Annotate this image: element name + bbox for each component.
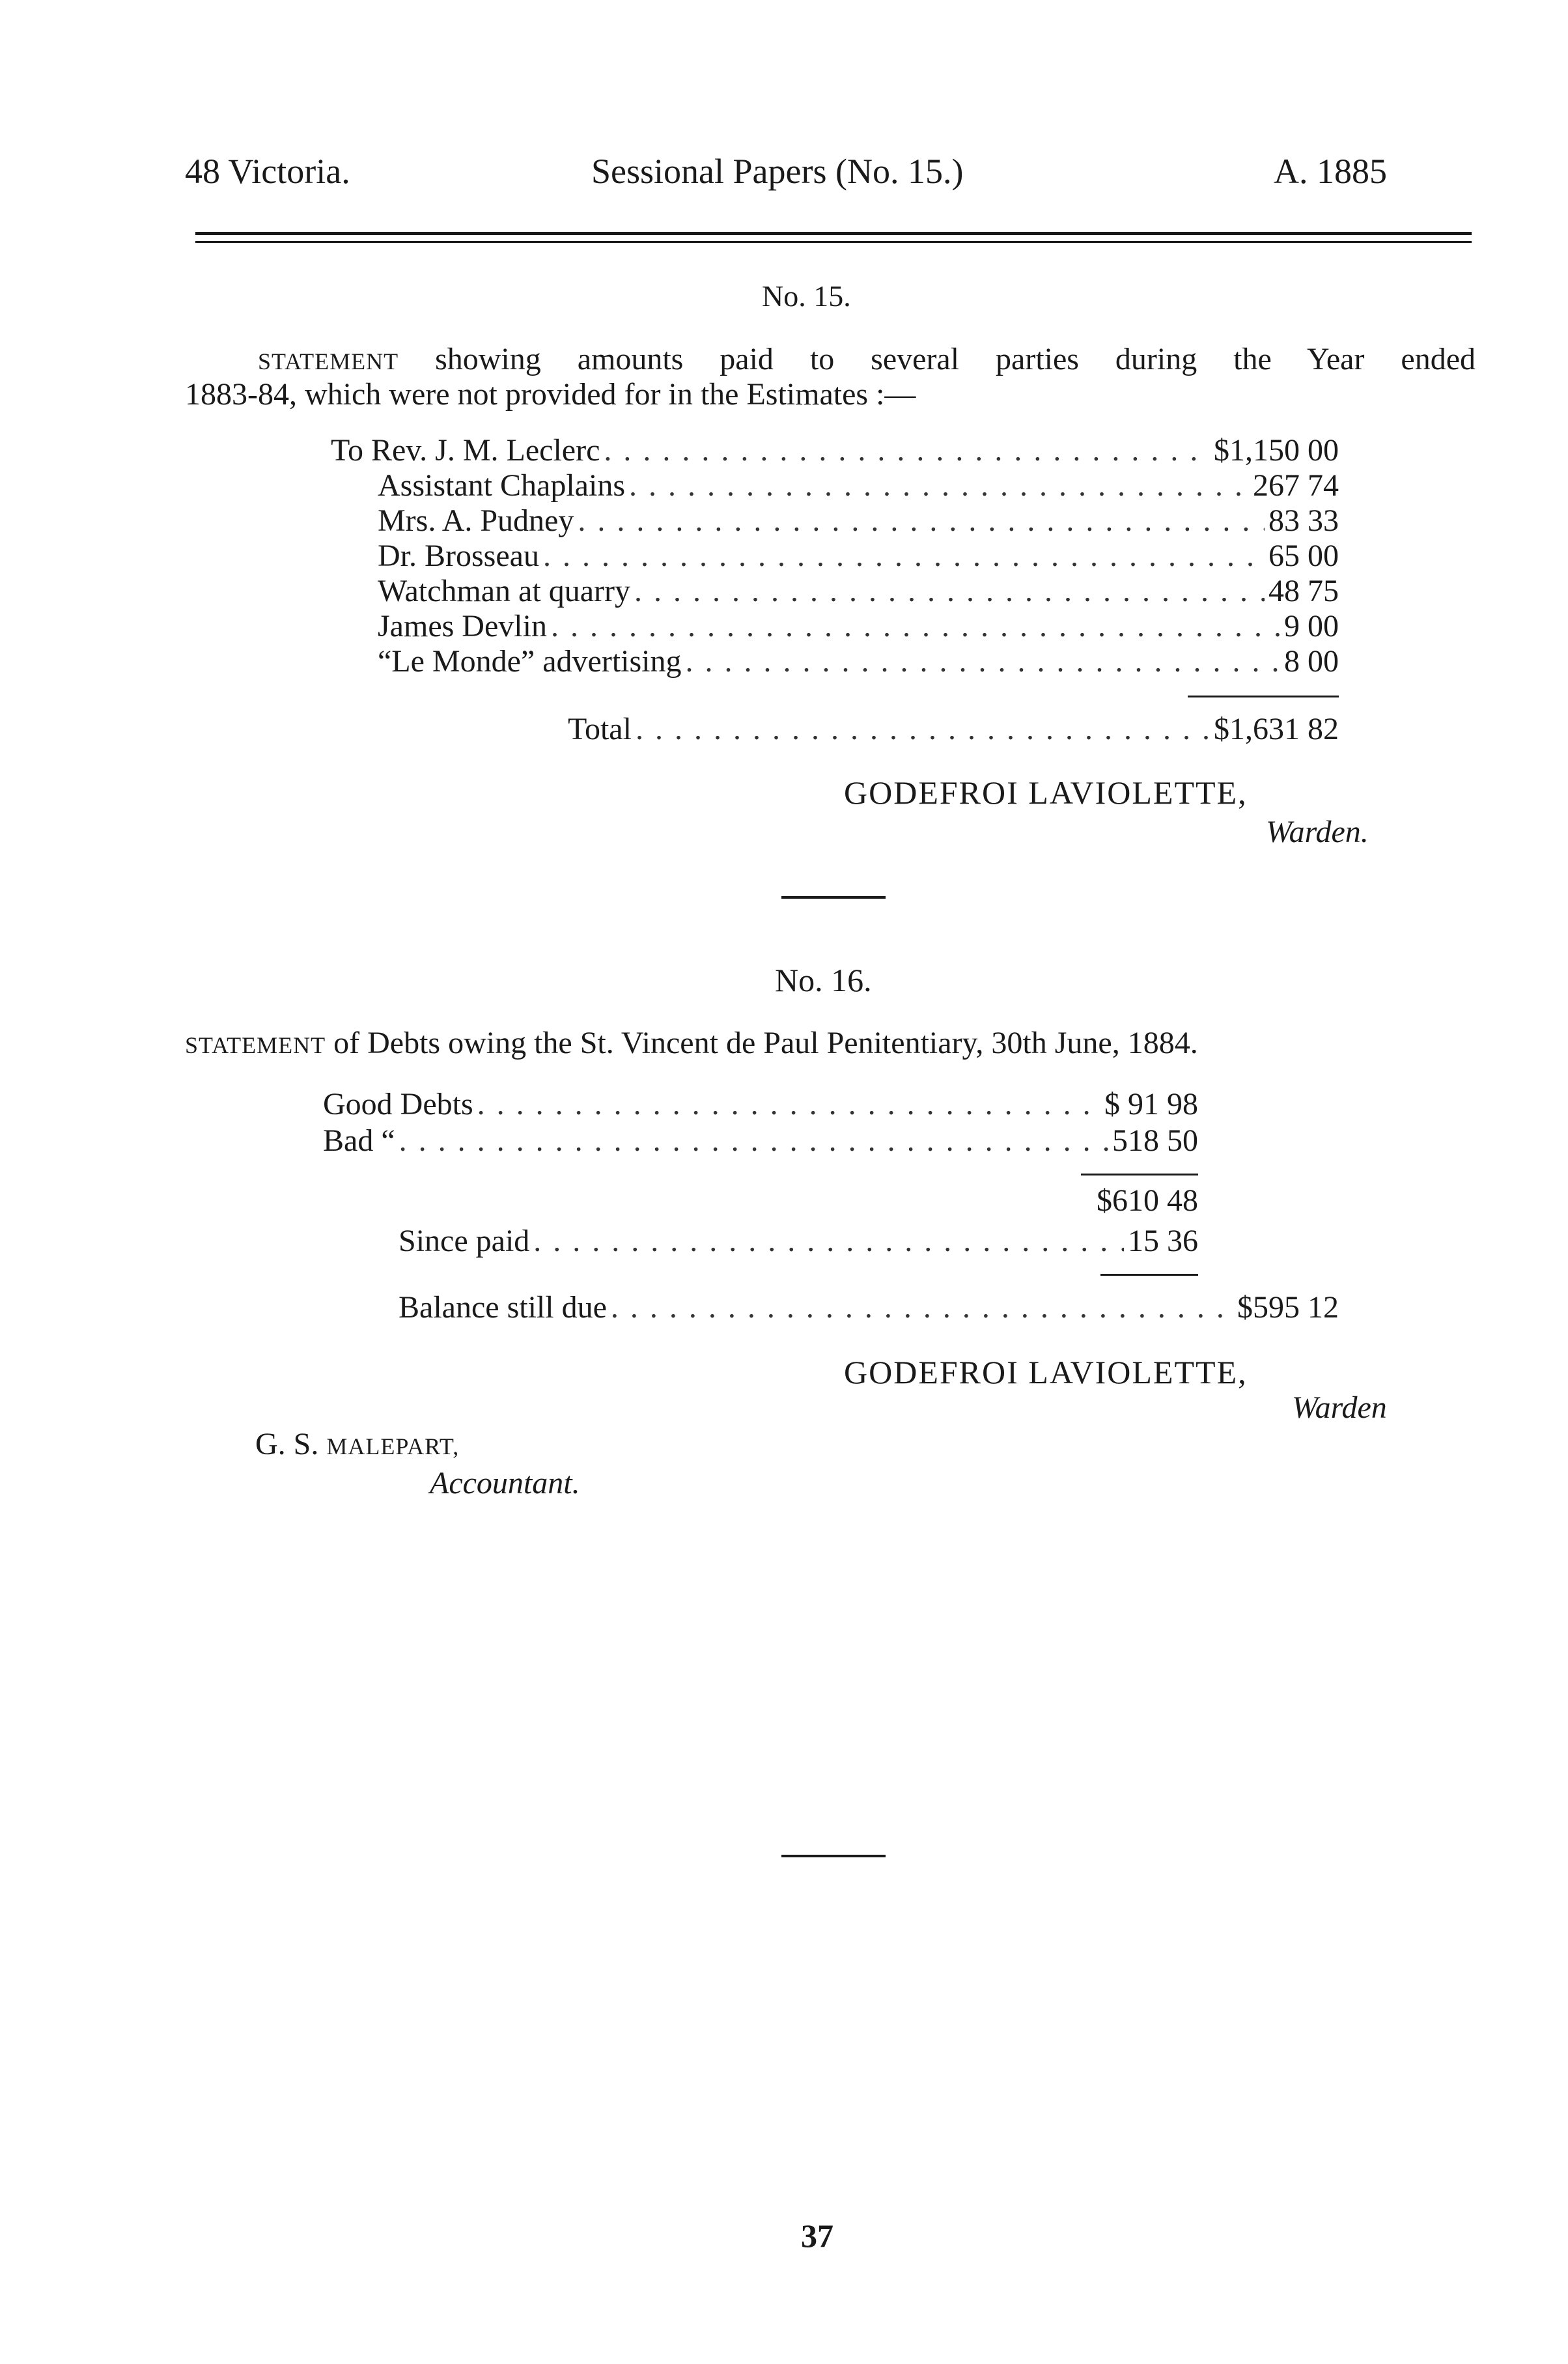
section15-item-amount: 83 33 xyxy=(1268,503,1339,538)
section16-balance-rule xyxy=(1100,1274,1198,1276)
section15-item-amount: 9 00 xyxy=(1284,609,1339,643)
section15-intro-line1 xyxy=(258,343,1476,378)
section16-intro-caps: STATEMENT xyxy=(185,1032,326,1058)
leader-dots xyxy=(551,608,1280,644)
end-divider xyxy=(781,1855,886,1857)
section16-signature-title: Warden xyxy=(1292,1390,1387,1425)
section15-intro-caps: STATEMENT xyxy=(258,348,399,374)
section15-item-amount: 48 75 xyxy=(1268,574,1339,608)
leader-dots xyxy=(604,432,1210,468)
section16-item-row xyxy=(323,1086,1198,1123)
section16-item-label: Good Debts xyxy=(323,1087,473,1121)
section15-signature-title: Warden. xyxy=(1266,815,1369,849)
section15-item-row xyxy=(378,468,1339,504)
section15-item-row xyxy=(378,643,1339,680)
section16-item-label: Bad “ xyxy=(323,1123,395,1158)
section16-subtotal-rule xyxy=(1081,1174,1198,1175)
section15-item-label: Assistant Chaplains xyxy=(378,468,625,503)
section15-item-row xyxy=(378,503,1339,539)
leader-dots xyxy=(477,1086,1100,1122)
section15-intro-text: showing amounts paid to several parties during the Year ended xyxy=(435,342,1476,376)
leader-dots xyxy=(686,643,1281,679)
section16-since-paid-amount: 15 36 xyxy=(1128,1224,1198,1258)
section15-item-amount: 8 00 xyxy=(1284,644,1339,679)
leader-dots xyxy=(533,1223,1124,1259)
section15-item-label: James Devlin xyxy=(378,609,547,643)
section15-item-row xyxy=(378,608,1339,645)
section15-item-label: Watchman at quarry xyxy=(378,574,630,608)
leader-dots xyxy=(634,573,1265,609)
header-center: Sessional Papers (No. 15.) xyxy=(591,152,964,191)
section15-item-row xyxy=(331,432,1339,469)
header-right: A. 1885 xyxy=(1274,152,1387,191)
section15-item-label: “Le Monde” advertising xyxy=(378,644,682,679)
section15-item-label: Dr. Brosseau xyxy=(378,539,539,573)
leader-dots xyxy=(611,1289,1233,1325)
section15-total-label: Total xyxy=(568,712,632,746)
section16-intro xyxy=(185,1026,1198,1062)
leader-dots xyxy=(578,503,1265,539)
accountant-initials: G. S. xyxy=(255,1427,319,1461)
section15-item-label: Mrs. A. Pudney xyxy=(378,503,574,538)
section15-item-label: To Rev. J. M. Leclerc xyxy=(331,433,600,468)
header-left: 48 Victoria. xyxy=(185,152,350,191)
leader-dots xyxy=(636,711,1210,747)
section15-item-row xyxy=(378,538,1339,574)
section16-since-paid-label: Since paid xyxy=(399,1224,530,1258)
header-rule-top xyxy=(195,232,1472,235)
section16-number: No. 16. xyxy=(775,962,872,998)
section16-since-paid-row xyxy=(399,1223,1198,1259)
section15-item-amount: $1,150 00 xyxy=(1214,433,1339,468)
leader-dots xyxy=(629,468,1249,503)
accountant-title: Accountant. xyxy=(430,1466,580,1500)
section15-signature-name: GODEFROI LAVIOLETTE, xyxy=(844,774,1248,811)
section15-total-amount: $1,631 82 xyxy=(1214,712,1339,746)
section16-item-amount: 518 50 xyxy=(1112,1123,1198,1158)
section16-item-amount: $ 91 98 xyxy=(1104,1087,1198,1121)
accountant-surname: MALEPART, xyxy=(326,1433,460,1459)
section16-balance-label: Balance still due xyxy=(399,1290,607,1325)
section15-intro-line2: 1883-84, which were not provided for in the Estimates :— xyxy=(185,377,916,412)
section16-item-row xyxy=(323,1123,1198,1159)
section15-total-rule xyxy=(1188,696,1339,697)
page-number: 37 xyxy=(801,2217,833,2254)
section16-signature-name: GODEFROI LAVIOLETTE, xyxy=(844,1354,1248,1390)
section15-item-row xyxy=(378,573,1339,610)
section16-intro-text: of Debts owing the St. Vincent de Paul Penitentiary, 30th June, 1884. xyxy=(333,1026,1198,1060)
section-divider xyxy=(781,896,886,899)
section16-balance-row xyxy=(399,1289,1339,1326)
section15-item-amount: 267 74 xyxy=(1253,468,1339,503)
accountant-name xyxy=(255,1426,459,1462)
leader-dots xyxy=(399,1123,1108,1159)
section16-balance-amount: $595 12 xyxy=(1237,1290,1339,1325)
section15-number: No. 15. xyxy=(762,279,851,313)
leader-dots xyxy=(543,538,1265,574)
header-rule-bottom xyxy=(195,241,1472,243)
section15-total-row xyxy=(568,711,1339,748)
section15-item-amount: 65 00 xyxy=(1268,539,1339,573)
section16-subtotal: $610 48 xyxy=(1097,1183,1198,1218)
